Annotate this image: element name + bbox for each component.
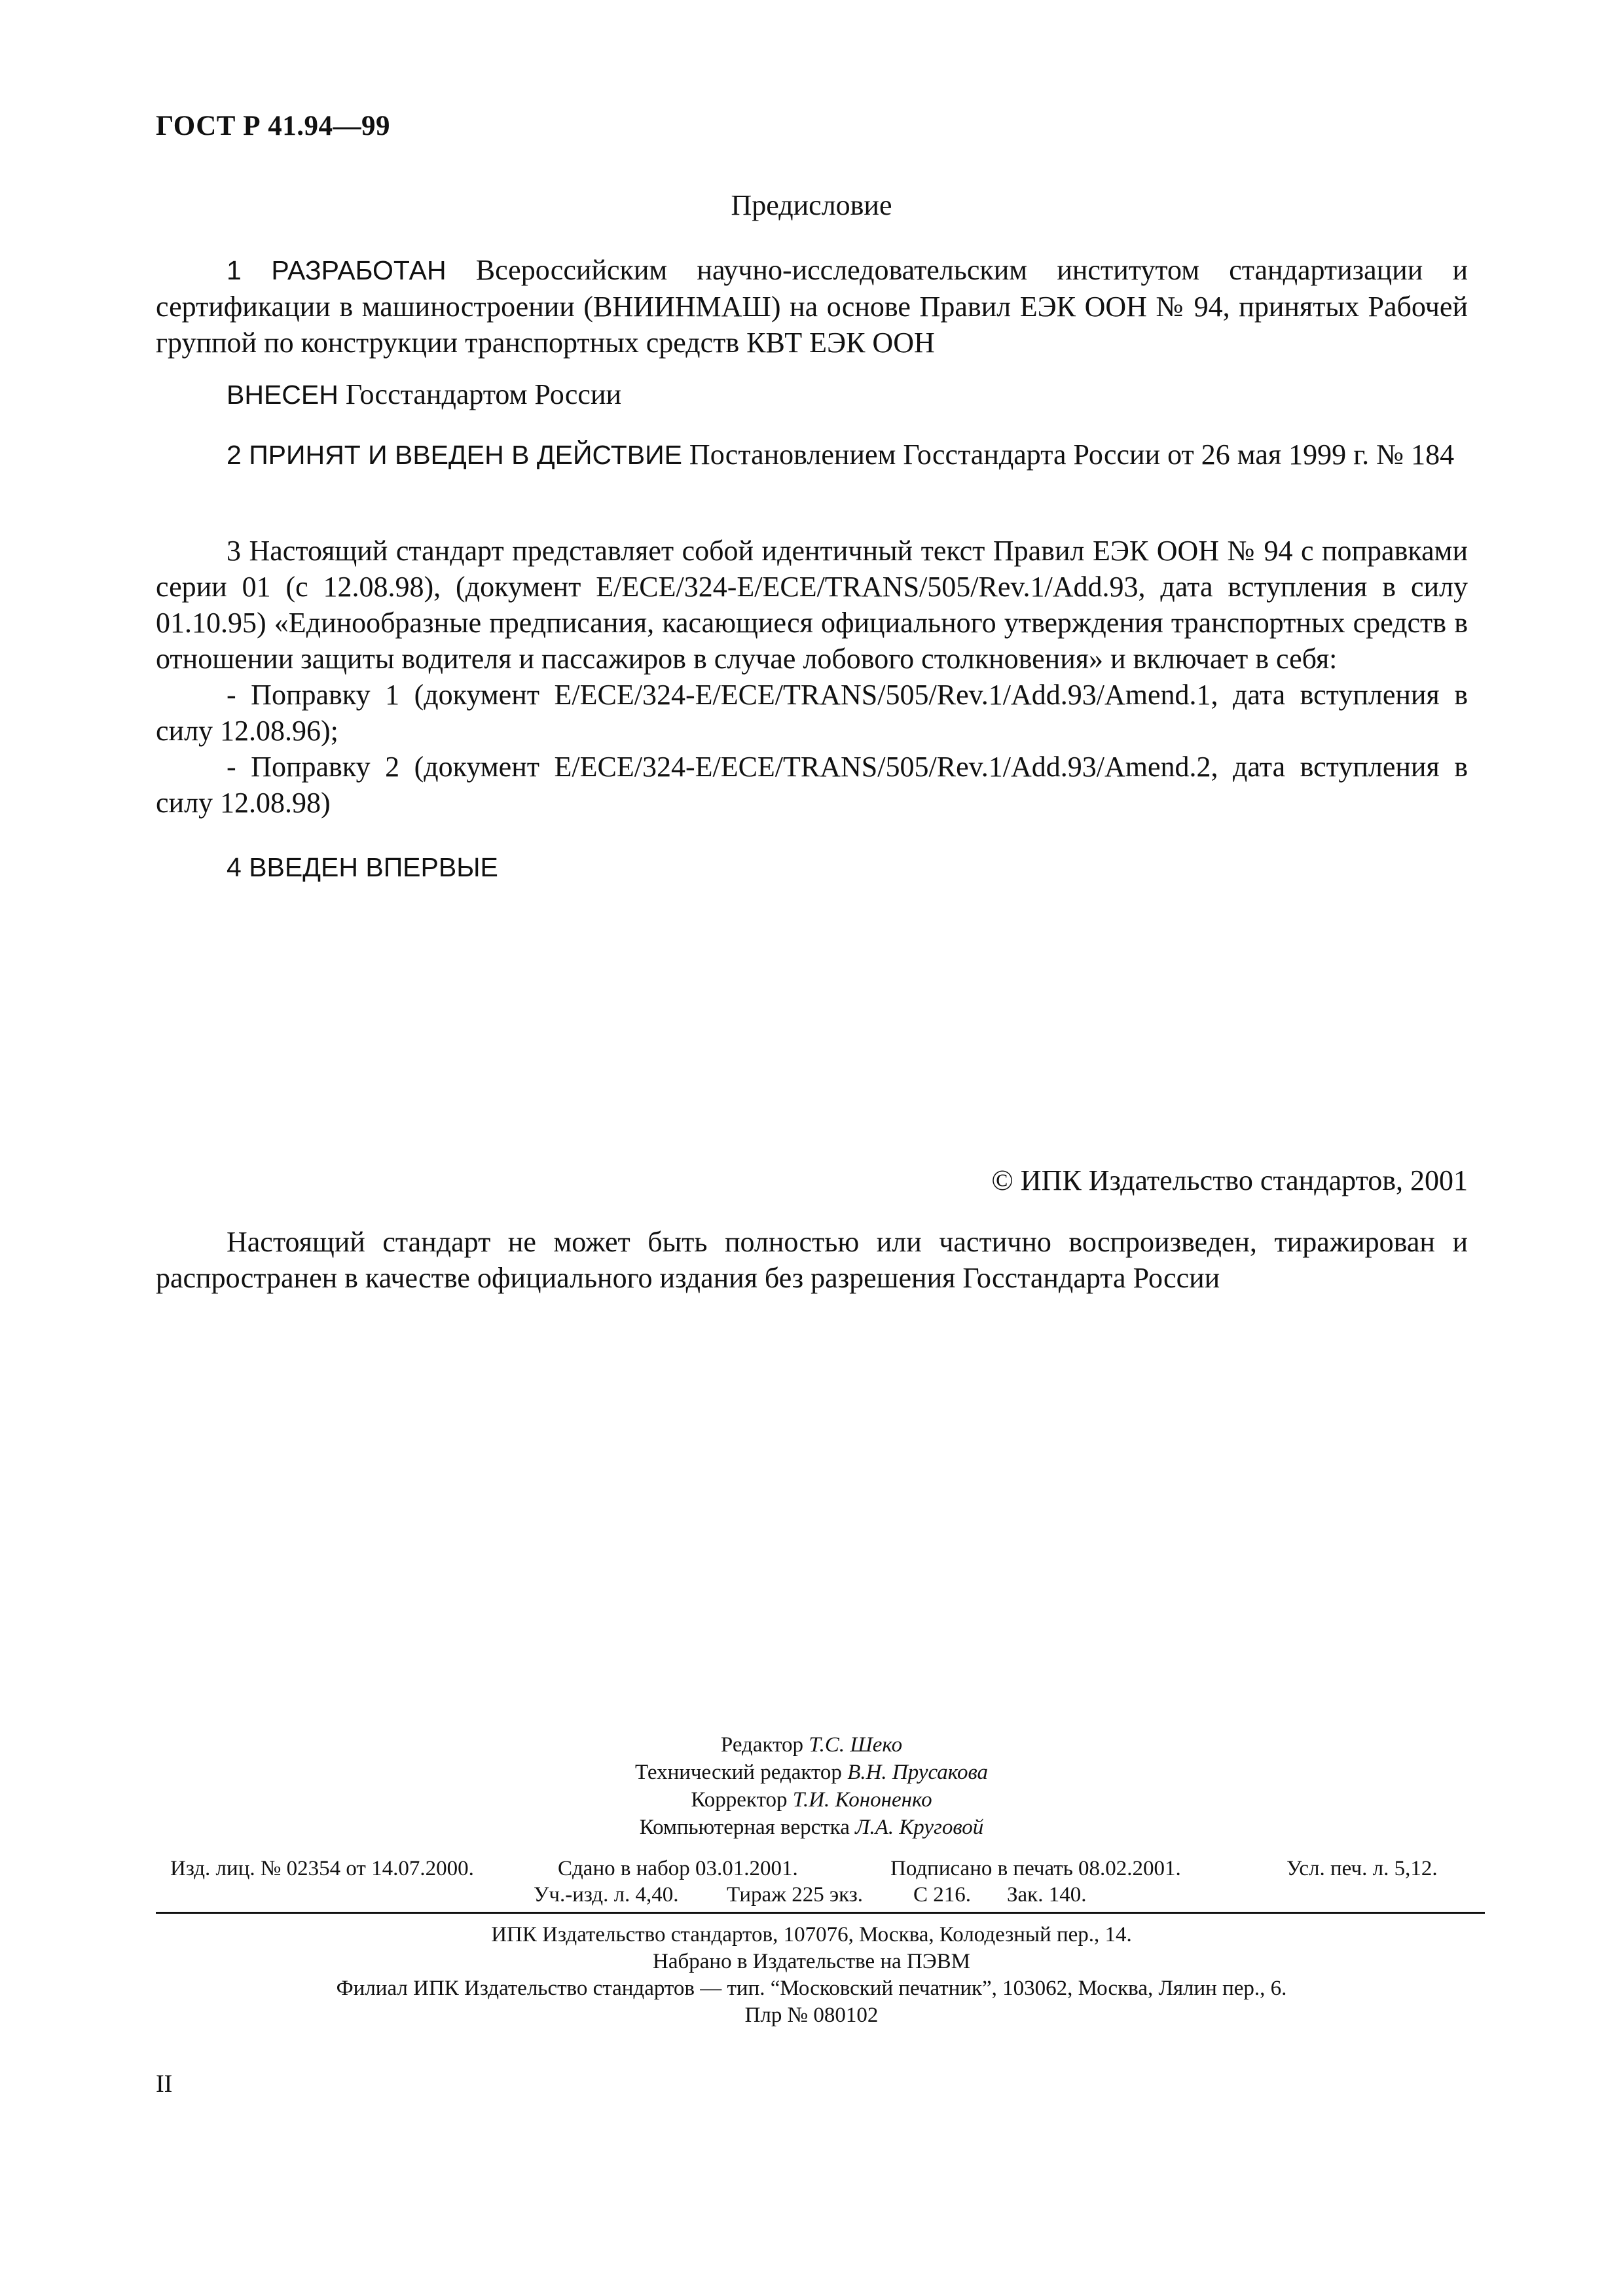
item1-text: Всероссийским научно-исследовательским институтом стандартизации и сертификации в машиностроении (ВНИИНМАШ) на основе Правил ЕЭК ООН № 94, принятых Рабочей группой по конструкции транспортных средств КВТ ЕЭК ООН — [156, 254, 1468, 359]
notice-text: Настоящий стандарт не может быть полностью или частично воспроизведен, тиражирован и распространен в качестве официального издания без разрешения Госстандарта России — [156, 1226, 1468, 1294]
preface-item-1 — [156, 252, 1468, 361]
credit-tech-editor — [0, 1759, 1623, 1786]
item2-lead: 2 ПРИНЯТ И ВВЕДЕН В ДЕЙСТВИЕ — [227, 440, 682, 470]
imprint-divider — [156, 1912, 1485, 1914]
credit-proofreader — [0, 1786, 1623, 1814]
item2-text: Постановлением Госстандарта России от 26 мая 1999 г. № 184 — [682, 439, 1455, 471]
editorial-credits — [0, 1731, 1623, 1841]
introduced-text: Госстандартом России — [338, 378, 622, 410]
imprint-order: Зак. 140. — [1007, 1883, 1087, 1907]
credit-proofreader-name: Т.И. Кононенко — [792, 1788, 932, 1812]
credit-editor-label: Редактор — [720, 1733, 809, 1757]
preface-item-3 — [156, 533, 1468, 821]
item1-lead: 1 РАЗРАБОТАН — [227, 255, 447, 285]
credit-layout-name: Л.А. Круговой — [855, 1816, 984, 1839]
credit-editor-name: Т.С. Шеко — [809, 1733, 903, 1757]
preface-item-2 — [156, 437, 1468, 473]
preface-introduced — [156, 376, 1468, 413]
imprint-license: Изд. лиц. № 02354 от 14.07.2000. — [170, 1857, 474, 1880]
imprint-order-c: С 216. — [913, 1883, 972, 1907]
page-number: II — [156, 2070, 173, 2098]
amendment-2: - Поправку 2 (документ E/ECE/324-E/ECE/TRANS/505/Rev.1/Add.93/Amend.2, дата вступления в силу 12.08.98) — [156, 751, 1468, 819]
publisher-line-2: Набрано в Издательстве на ПЭВМ — [653, 1950, 970, 1973]
credit-proofreader-label: Корректор — [691, 1788, 793, 1812]
publisher-line-1: ИПК Издательство стандартов, 107076, Москва, Колодезный пер., 14. — [491, 1923, 1132, 1946]
credit-tech-editor-name: В.Н. Прусакова — [847, 1761, 989, 1784]
item4-text: 4 ВВЕДЕН ВПЕРВЫЕ — [227, 852, 498, 882]
imprint-publ-sheets: Уч.-изд. л. 4,40. — [534, 1883, 679, 1907]
copyright-line: © ИПК Издательство стандартов, 2001 — [991, 1164, 1468, 1196]
credit-editor — [0, 1731, 1623, 1759]
credit-layout-label: Компьютерная верстка — [639, 1816, 856, 1839]
imprint-signed: Подписано в печать 08.02.2001. — [890, 1857, 1181, 1880]
preface-title-text: Предисловие — [731, 189, 892, 221]
credit-layout — [0, 1814, 1623, 1841]
credit-tech-editor-label: Технический редактор — [634, 1761, 848, 1784]
reproduction-notice — [156, 1224, 1468, 1296]
publisher-info — [0, 1922, 1623, 2029]
introduced-lead: ВНЕСЕН — [227, 380, 338, 410]
preface-title — [0, 188, 1623, 222]
preface-item-4 — [156, 850, 1468, 886]
imprint-circulation: Тираж 225 экз. — [727, 1883, 863, 1907]
item3-text: 3 Настоящий стандарт представляет собой идентичный текст Правил ЕЭК ООН № 94 с поправками серии 01 (с 12.08.98), (документ E/ECE/324-E/ECE/TRANS/505/Rev.1/Add.93, дата вступления в силу 01.10.95) «Единообразные предписания, касающиеся официального утверждения транспортных средств в отношении защиты водителя и пассажиров в случае лобового столкновения» и включает в себя: — [156, 535, 1468, 675]
imprint-print-sheets: Усл. печ. л. 5,12. — [1286, 1857, 1438, 1880]
standard-code-header: ГОСТ Р 41.94—99 — [156, 111, 391, 141]
publisher-line-3: Филиал ИПК Издательство стандартов — тип. “Московский печатник”, 103062, Москва, Лялин пер., 6. — [336, 1977, 1287, 2000]
publisher-line-4: Плр № 080102 — [744, 2003, 879, 2027]
imprint-typeset: Сдано в набор 03.01.2001. — [558, 1857, 798, 1880]
amendment-1: - Поправку 1 (документ E/ECE/324-E/ECE/TRANS/505/Rev.1/Add.93/Amend.1, дата вступления в силу 12.08.96); — [156, 679, 1468, 747]
